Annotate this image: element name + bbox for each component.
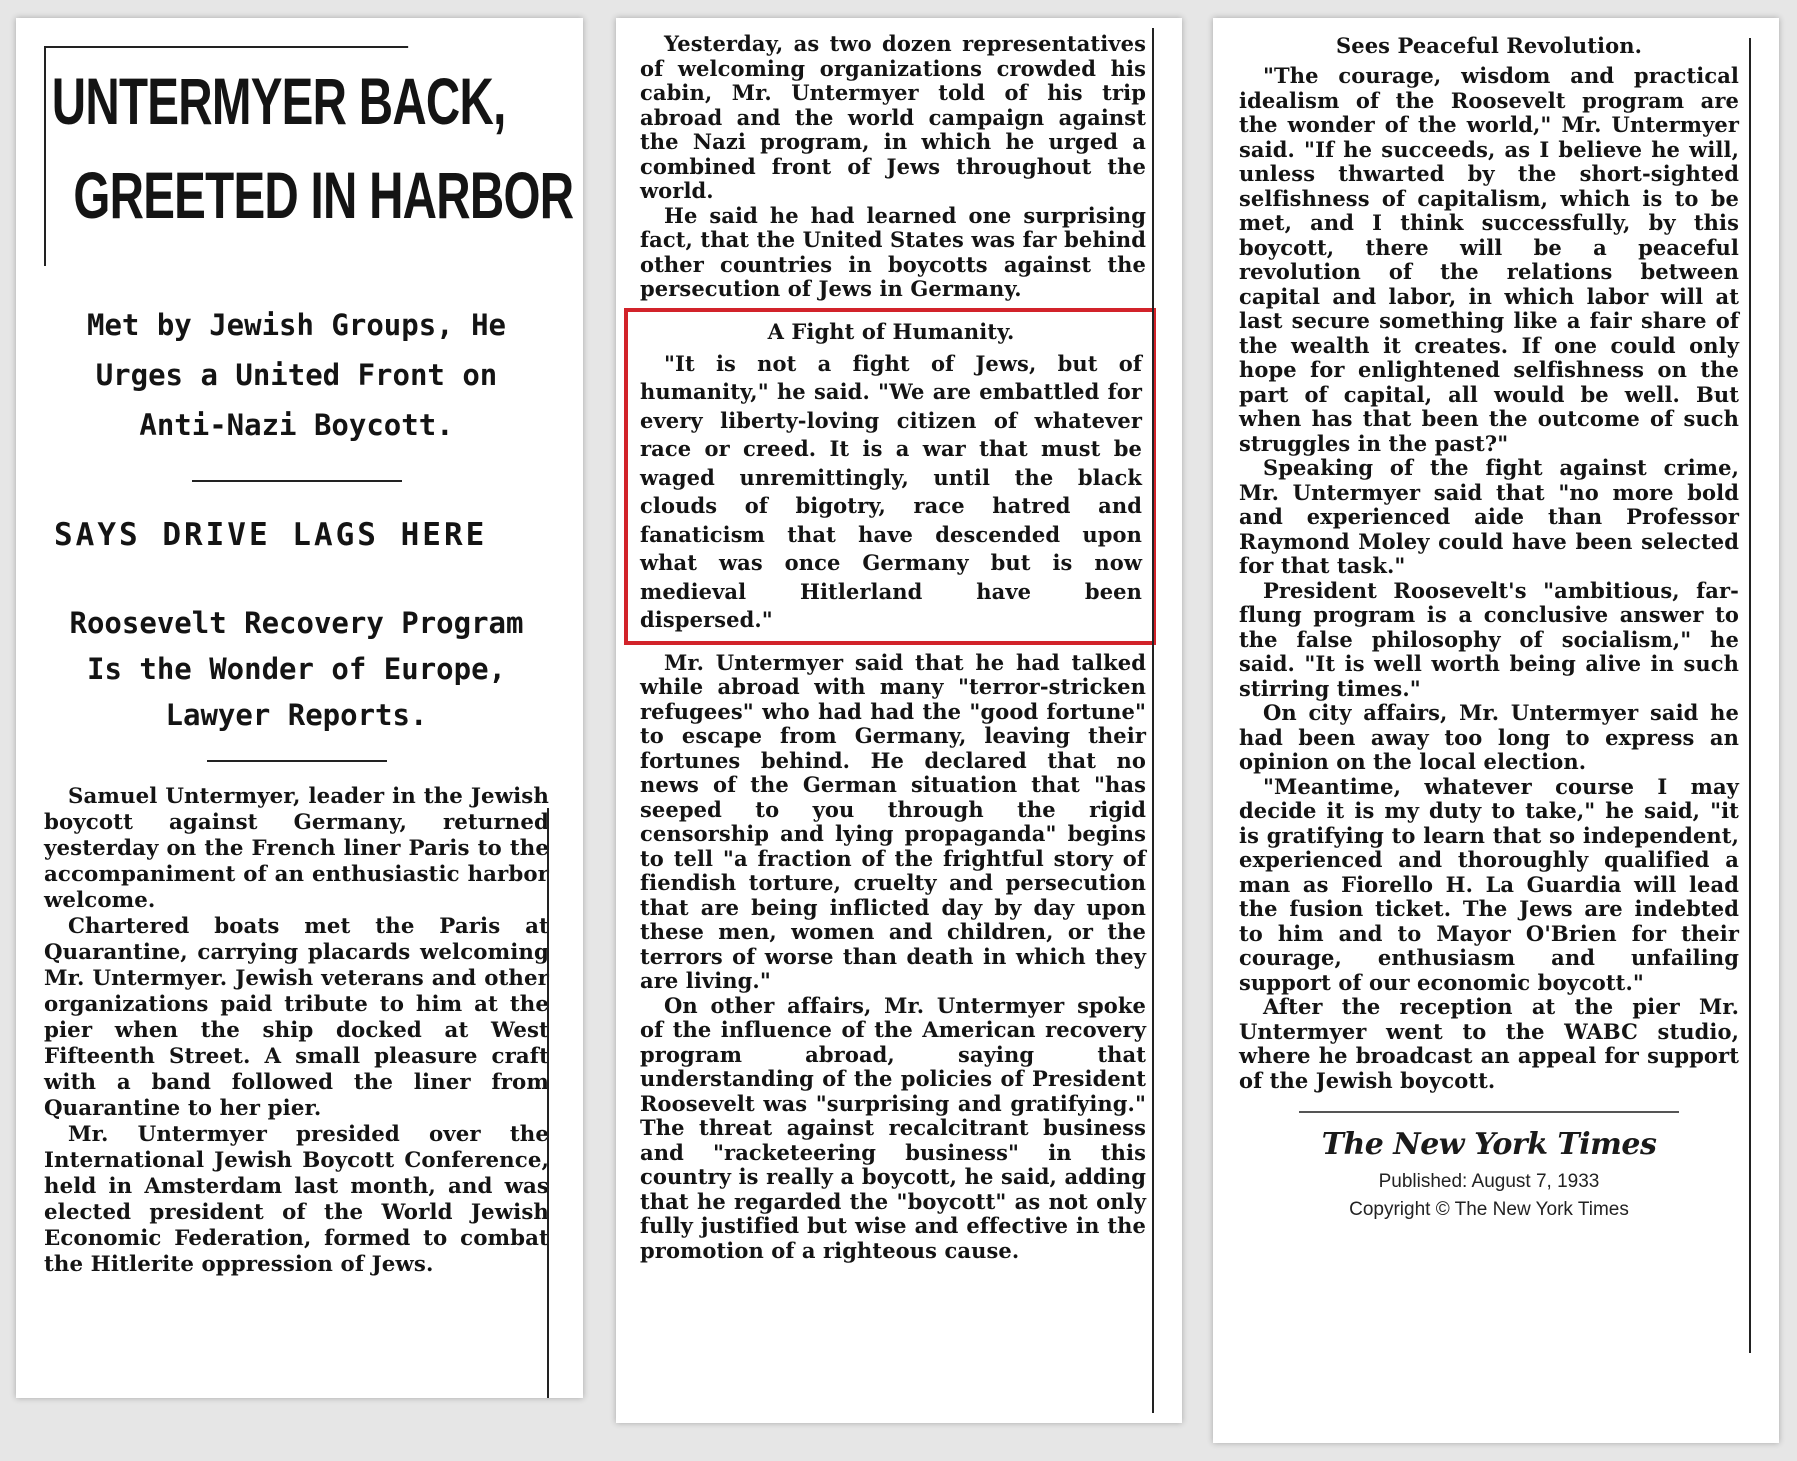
article-column-3 xyxy=(1213,18,1779,1443)
column-rule xyxy=(1749,38,1751,1353)
copyright-notice: Copyright © The New York Times xyxy=(1349,1199,1629,1220)
nyt-logo: The New York Times xyxy=(1321,1127,1657,1162)
deck-1: Met by Jewish Groups, He Urges a United Front on Anti-Nazi Boycott. xyxy=(86,308,507,442)
article-body-1 xyxy=(44,784,549,1278)
paragraph: "The courage, wisdom and practical idealism of the Roosevelt program are the wonder of the world," Mr. Untermyer said. "If he succeeds, as I believe he will, unless thwarted by the short-sighted selfishness of capitalism, which is to be met, and I think successfully, by this boycott, there will be a peaceful revolution of the relations between capital and labor, in which labor will at last secure something like a fair share of the wealth it creates. If one could only hope for enlightened selfishness on the part of capital, all would be well. But when has that been the outcome of such struggles in the past?" xyxy=(1239,63,1739,456)
headline-line-2: GREETED IN HARBOR xyxy=(73,158,574,232)
paragraph: Mr. Untermyer presided over the International Jewish Boycott Conference, held in Amsterdam last month, and was elected president of the World Jewish Economic Federation, formed to combat the Hitlerite oppression of Jews. xyxy=(44,1122,549,1277)
article-body-2 xyxy=(640,32,1146,1263)
published-date: Published: August 7, 1933 xyxy=(1378,1171,1600,1192)
headline xyxy=(46,46,574,242)
paragraph: Speaking of the fight against crime, Mr. Untermyer said that "no more bold and experienced aide than Professor Raymond Moley could have been selected for that task." xyxy=(1239,455,1739,578)
deck-3: Roosevelt Recovery Program Is the Wonder of Europe, Lawyer Reports. xyxy=(69,606,524,732)
subhead: Sees Peaceful Revolution. xyxy=(1336,33,1642,58)
paragraph: On other affairs, Mr. Untermyer spoke of the influence of the American recovery program abroad, saying that understanding of the policies of President Roosevelt was "surprising and gratifying." The threat against recalcitrant business and "racketeering business" in this country is really a boycott, he said, adding that he regarded the "boycott" as not only fully justified but wise and effective in the promotion of a righteous cause. xyxy=(640,992,1146,1263)
divider xyxy=(207,760,387,762)
subhead: A Fight of Humanity. xyxy=(767,318,1015,344)
article-column-1 xyxy=(16,18,583,1398)
paragraph: Samuel Untermyer, leader in the Jewish boycott against Germany, returned yesterday on the French liner Paris to the accompaniment of an enthusiastic harbor welcome. xyxy=(44,784,549,913)
highlighted-passage xyxy=(624,308,1156,645)
article-column-2 xyxy=(616,18,1182,1423)
paragraph: Yesterday, as two dozen representatives of welcoming organizations crowded his cabin, Mr. Untermyer told of his trip abroad and the world campaign against the Nazi program, in which he urged a combined front of Jews throughout the world. xyxy=(640,31,1146,203)
paragraph: He said he had learned one surprising fact, that the United States was far behind other countries in boycotts against the persecution of Jews in Germany. xyxy=(640,202,1146,301)
paragraph: On city affairs, Mr. Untermyer said he had been away too long to express an opinion on the local election. xyxy=(1239,700,1739,774)
divider xyxy=(192,480,402,482)
headline-block xyxy=(44,46,574,266)
column-rule xyxy=(1152,28,1154,1413)
article-body-3 xyxy=(1239,32,1739,1093)
paragraph: "It is not a fight of Jews, but of humanity," he said. "We are embattled for every liberty-loving citizen of whatever race or creed. It is a war that must be waged unremittingly, until the black clouds of bigotry, race hatred and fanaticism that have descended upon what was once Germany but is now medieval Hitlerland have been dispersed." xyxy=(640,350,1142,632)
paragraph: "Meantime, whatever course I may decide it is my duty to take," he said, "it is gratifying to learn that so independent, experienced and thoroughly qualified a man as Fiorello H. La Guardia will lead the fusion ticket. The Jews are indebted to him and to Mayor O'Brien for their courage, enthusiasm and unfailing support of our economic boycott." xyxy=(1239,773,1739,995)
paragraph: President Roosevelt's "ambitious, far-flung program is a conclusive answer to the false philosophy of socialism," he said. "It is well worth being alive in such stirring times." xyxy=(1239,577,1739,701)
deck-2: SAYS DRIVE LAGS HERE xyxy=(54,517,488,553)
column-rule xyxy=(547,808,549,1398)
footer xyxy=(1239,1127,1739,1224)
paragraph: After the reception at the pier Mr. Untermyer went to the WABC studio, where he broadcast an appeal for support of the Jewish boycott. xyxy=(1239,994,1739,1093)
footer-divider xyxy=(1299,1111,1679,1113)
paragraph: Mr. Untermyer said that he had talked while abroad with many "terror-stricken refugees" who had had the "good fortune" to escape from Germany, leaving their fortunes behind. He declared that no news of the German situation that "has seeped to you through the rigid censorship and lying propaganda" begins to tell "a fraction of the frightful story of fiendish torture, cruelty and persecution that are being inflicted day by day upon these men, women and children, or the terrors of worse than death in which they are living." xyxy=(640,649,1146,993)
headline-line-1: UNTERMYER BACK, xyxy=(51,64,506,138)
paragraph: Chartered boats met the Paris at Quarantine, carrying placards welcoming Mr. Untermyer. Jewish veterans and other organizations paid tribute to him at the pier when the ship docked at West Fifteenth Street. A small pleasure craft with a band followed the liner from Quarantine to her pier. xyxy=(44,914,549,1121)
